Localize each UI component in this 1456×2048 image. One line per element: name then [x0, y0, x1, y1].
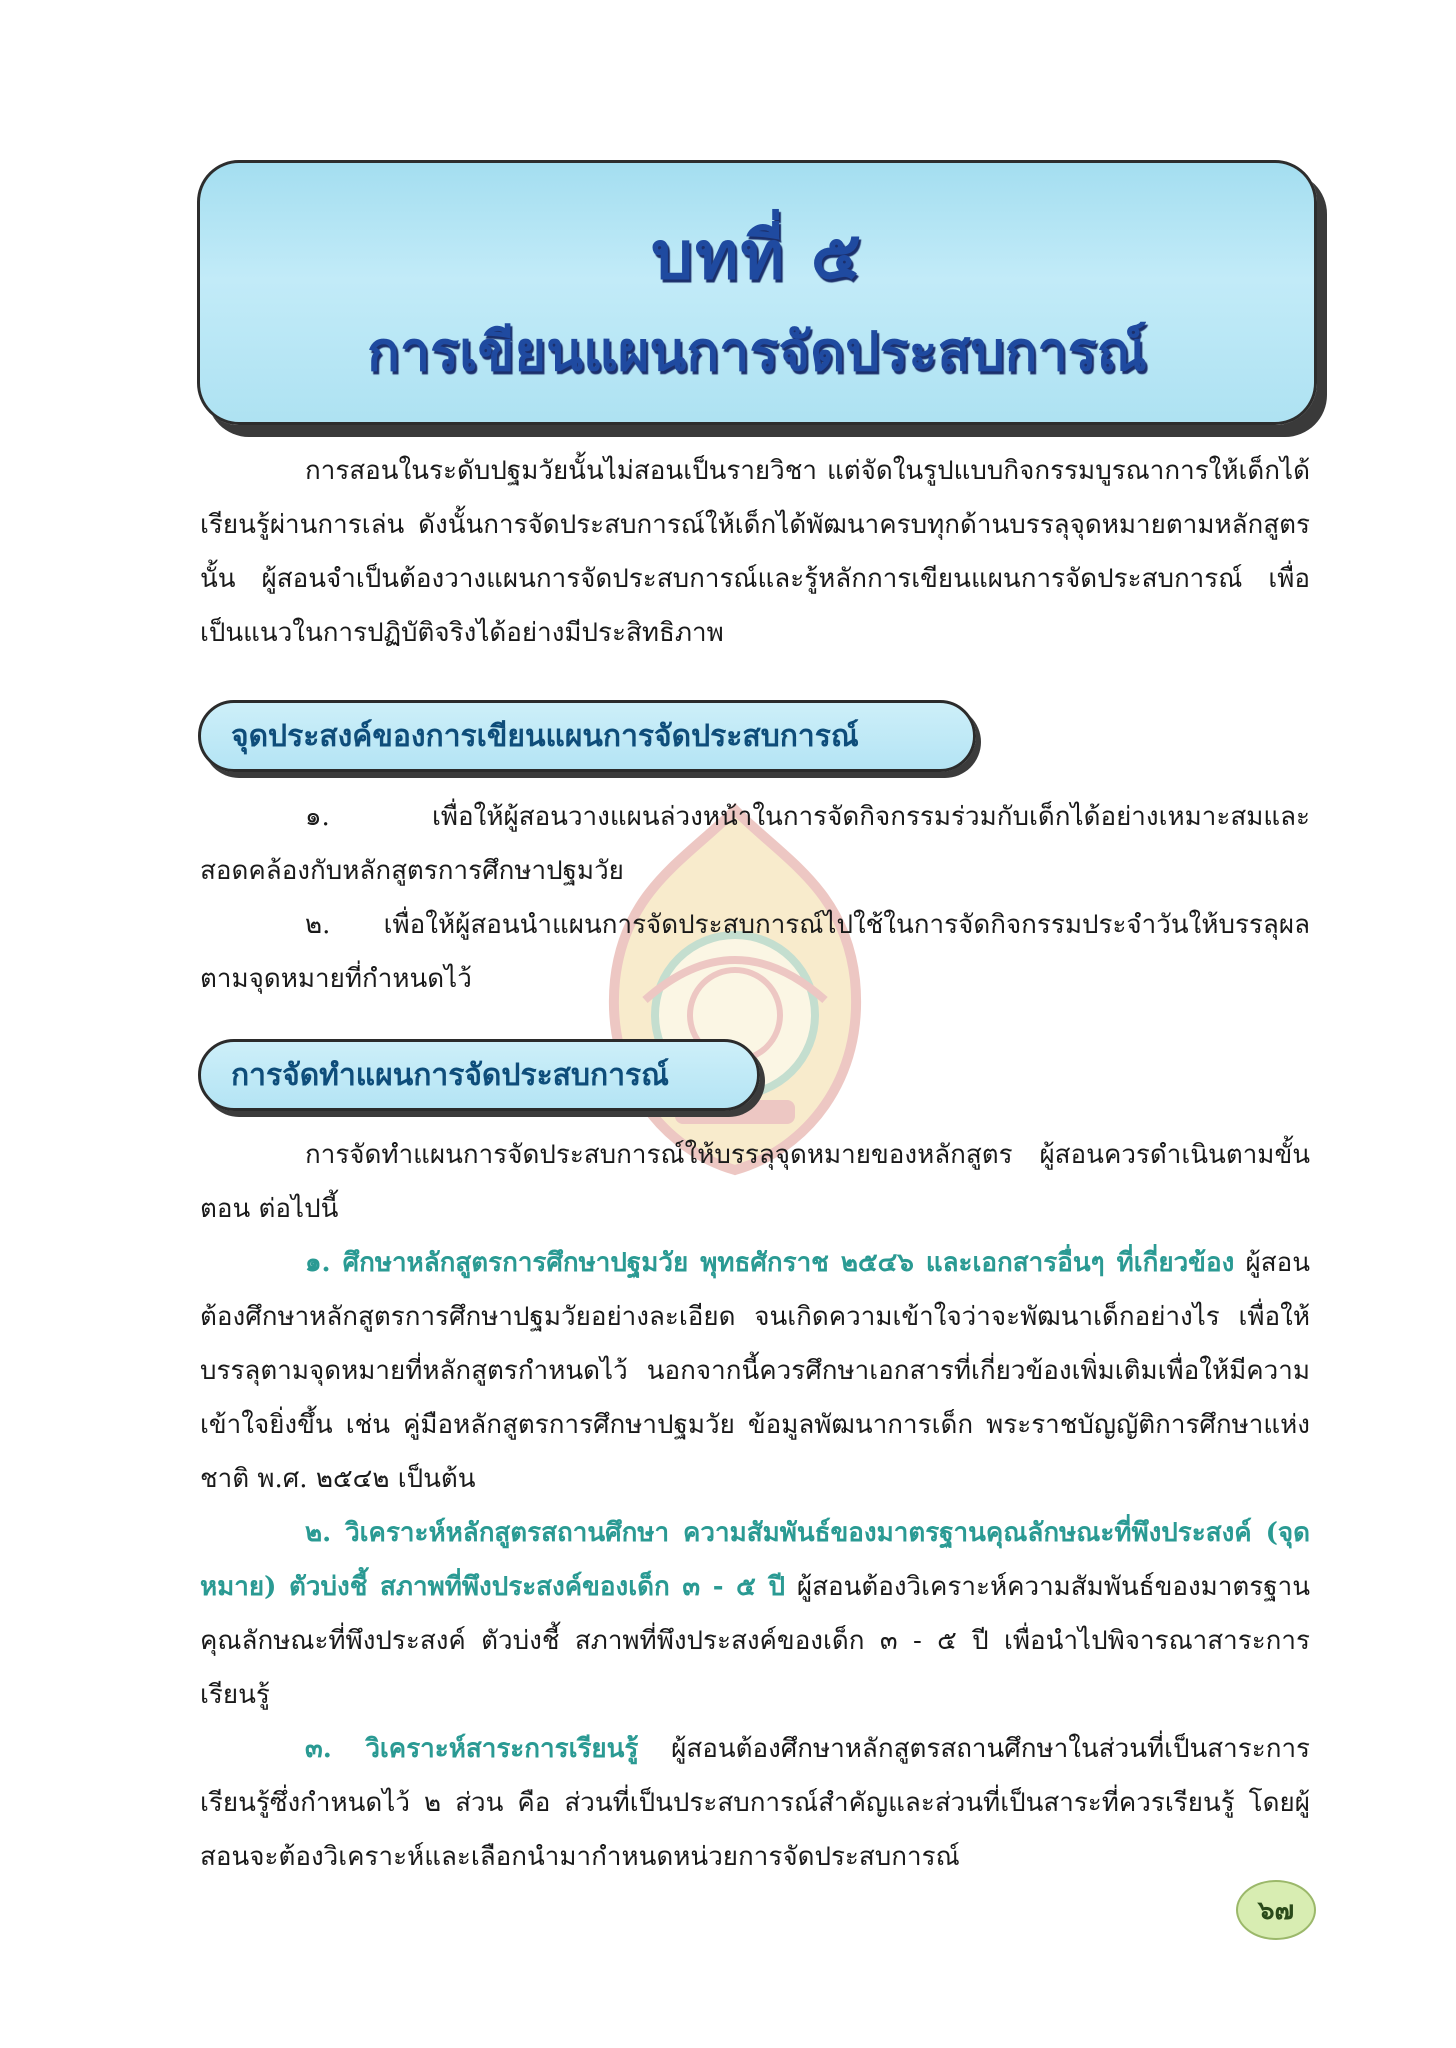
- step-3-title: ๓. วิเคราะห์สาระการเรียนรู้: [305, 1734, 639, 1764]
- intro-paragraph: การสอนในระดับปฐมวัยนั้นไม่สอนเป็นรายวิชา แต่จัดในรูปแบบกิจกรรมบูรณาการให้เด็กได้เรียนรู้ผ่านการเล่น ดังนั้นการจัดประสบการณ์ให้เด็กได้พัฒนาครบทุกด้านบรรลุจุดหมายตามหลักสูตรนั้น ผู้สอนจำเป็นต้องวางแผนการจัดประสบการณ์และรู้หลักการเขียนแผนการจัดประสบการณ์ เพื่อเป็นแนวในการปฏิบัติจริงได้อย่างมีประสิทธิภาพ: [200, 456, 1310, 648]
- page-number-badge: ๖๗: [1236, 1880, 1316, 1940]
- step-3-body: ผู้สอนต้องศึกษาหลักสูตรสถานศึกษาในส่วนที่เป็นสาระการเรียนรู้ซึ่งกำหนดไว้ ๒ ส่วน คือ ส่วนที่เป็นประสบการณ์สำคัญและส่วนที่เป็นสาระที่ควรเรียนรู้ โดยผู้สอนจะต้องวิเคราะห์และเลือกนำมากำหนดหน่วยการจัดประสบการณ์: [200, 1734, 1311, 1872]
- chapter-number: บทที่ ๕: [651, 217, 863, 294]
- step-1: [200, 1236, 1310, 1506]
- section-heading-objectives: [198, 700, 976, 772]
- step-1-body: ผู้สอนต้องศึกษาหลักสูตรการศึกษาปฐมวัยอย่างละเอียด จนเกิดความเข้าใจว่าจะพัฒนาเด็กอย่างไร เพื่อให้บรรลุตามจุดหมายที่หลักสูตรกำหนดไว้ นอกจากนี้ควรศึกษาเอกสารที่เกี่ยวข้องเพิ่มเติมเพื่อให้มีความเข้าใจยิ่งขึ้น เช่น คู่มือหลักสูตรการศึกษาปฐมวัย ข้อมูลพัฒนาการเด็ก พระราชบัญญัติการศึกษาแห่งชาติ พ.ศ. ๒๕๔๒ เป็นต้น: [200, 1248, 1310, 1494]
- step-2: [200, 1506, 1310, 1722]
- section-heading-planning-label: การจัดทำแผนการจัดประสบการณ์: [231, 1057, 669, 1093]
- objective-item-1: ๑. เพื่อให้ผู้สอนวางแผนล่วงหน้าในการจัดกิจกรรมร่วมกับเด็กได้อย่างเหมาะสมและสอดคล้องกับหลักสูตรการศึกษาปฐมวัย: [200, 802, 1310, 886]
- chapter-title: การเขียนแผนการจัดประสบการณ์: [367, 320, 1147, 383]
- step-1-title: ๑. ศึกษาหลักสูตรการศึกษาปฐมวัย พุทธศักราช ๒๕๔๖ และเอกสารอื่นๆ ที่เกี่ยวข้อง: [305, 1248, 1235, 1278]
- step-2-body: ผู้สอนต้องวิเคราะห์ความสัมพันธ์ของมาตรฐานคุณลักษณะที่พึงประสงค์ ตัวบ่งชี้ สภาพที่พึงประสงค์ของเด็ก ๓ - ๕ ปี เพื่อนำไปพิจารณาสาระการเรียนรู้: [200, 1572, 1310, 1710]
- section-heading-planning: [198, 1039, 760, 1111]
- section-heading-objectives-label: จุดประสงค์ของการเขียนแผนการจัดประสบการณ์: [231, 718, 859, 754]
- planning-intro: การจัดทำแผนการจัดประสบการณ์ให้บรรลุจุดหมายของหลักสูตร ผู้สอนควรดำเนินตามขั้นตอน ต่อไปนี้: [200, 1140, 1310, 1224]
- chapter-title-box: [197, 160, 1317, 425]
- objective-item-2: ๒. เพื่อให้ผู้สอนนำแผนการจัดประสบการณ์ไปใช้ในการจัดกิจกรรมประจำวันให้บรรลุผลตามจุดหมายที่กำหนดไว้: [200, 910, 1310, 994]
- step-3: [200, 1722, 1310, 1884]
- step-2-title: ๒. วิเคราะห์หลักสูตรสถานศึกษา ความสัมพันธ์ของมาตรฐานคุณลักษณะที่พึงประสงค์ (จุดหมาย) ตัวบ่งชี้ สภาพที่พึงประสงค์ของเด็ก ๓ - ๕ ปี: [200, 1518, 1310, 1602]
